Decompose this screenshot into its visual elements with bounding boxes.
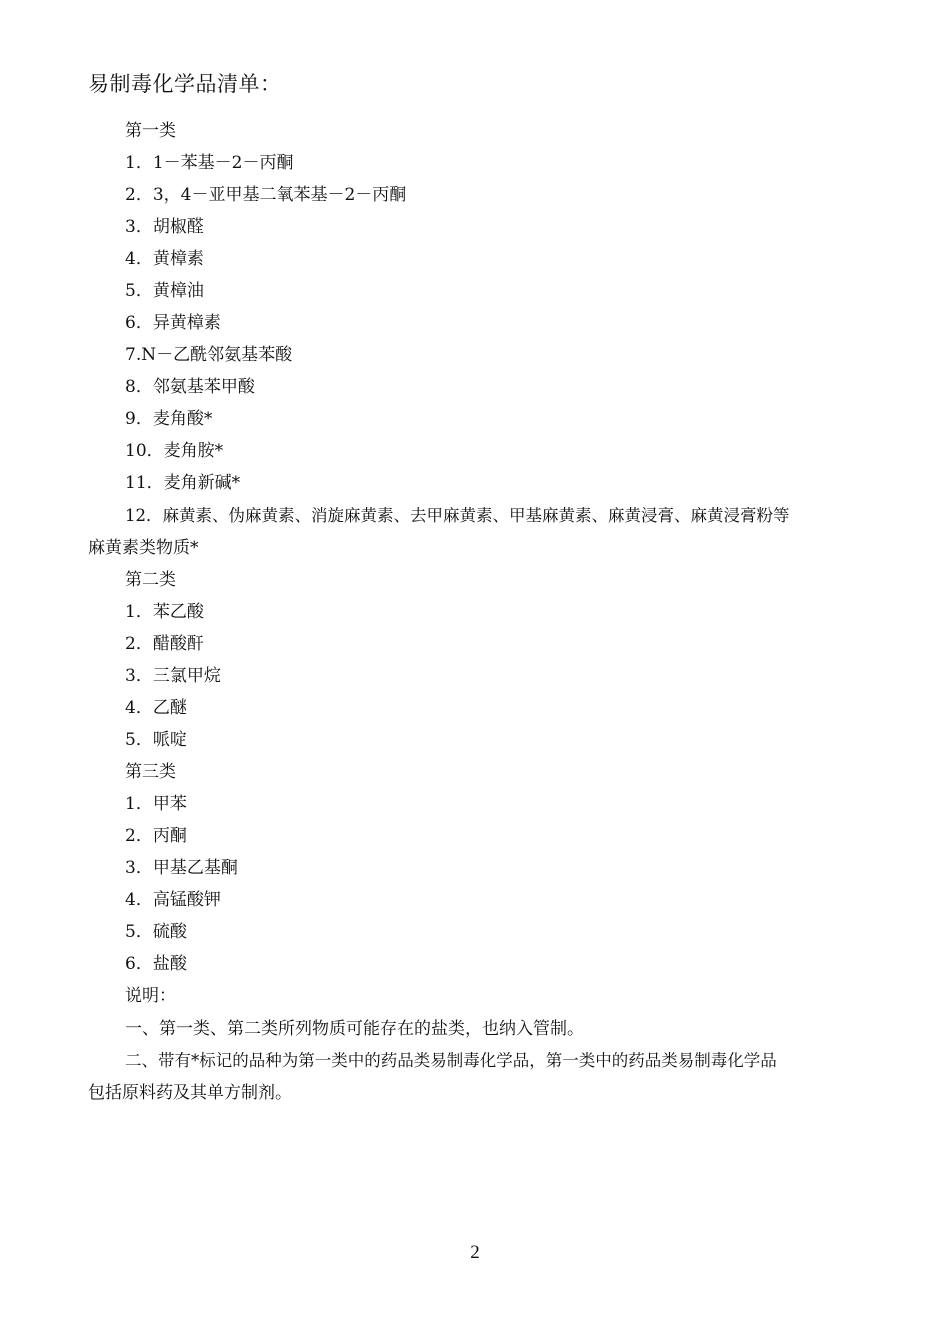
category1-item-9: 9．麦角酸*: [125, 409, 213, 429]
note-2: 二、带有*标记的品种为第一类中的药品类易制毒化学品，第一类中的药品类易制毒化学品: [125, 1051, 777, 1070]
category3-item-4: 4．高锰酸钾: [125, 890, 221, 910]
category1-item-8: 8．邻氨基苯甲酸: [125, 377, 255, 397]
category1-item-10: 10．麦角胺*: [125, 441, 224, 461]
category2-item-4: 4．乙醚: [125, 698, 187, 718]
category3-item-2: 2．丙酮: [125, 826, 187, 846]
page-number: 2: [470, 1242, 480, 1263]
note-1: 一、第一类、第二类所列物质可能存在的盐类，也纳入管制。: [125, 1019, 584, 1039]
category1-item-12: 12．麻黄素、伪麻黄素、消旋麻黄素、去甲麻黄素、甲基麻黄素、麻黄浸膏、麻黄浸膏粉等: [125, 506, 790, 525]
category1-item-3: 3．胡椒醛: [125, 217, 204, 237]
category3-heading: 第三类: [125, 762, 176, 782]
note-2-continuation: 包括原料药及其单方制剂。: [88, 1083, 292, 1103]
notes-heading: 说明：: [125, 986, 176, 1006]
category1-item-4: 4．黄樟素: [125, 249, 204, 269]
category3-item-5: 5．硫酸: [125, 922, 187, 942]
category3-item-6: 6．盐酸: [125, 954, 187, 974]
category2-heading: 第二类: [125, 570, 176, 590]
category2-item-5: 5．哌啶: [125, 730, 187, 750]
page-title: 易制毒化学品清单：: [88, 72, 282, 96]
category2-item-2: 2．醋酸酐: [125, 634, 204, 654]
category3-item-1: 1．甲苯: [125, 794, 187, 814]
category3-item-3: 3．甲基乙基酮: [125, 858, 238, 878]
category1-item-6: 6．异黄樟素: [125, 313, 221, 333]
category2-item-3: 3．三氯甲烷: [125, 666, 221, 686]
category2-item-1: 1．苯乙酸: [125, 602, 204, 622]
category1-item-1: 1．1－苯基－2－丙酮: [125, 153, 294, 173]
category1-item-7: 7.N－乙酰邻氨基苯酸: [125, 345, 293, 365]
category1-heading: 第一类: [125, 121, 176, 141]
category1-item-12-continuation: 麻黄素类物质*: [88, 538, 199, 558]
category1-item-11: 11．麦角新碱*: [125, 473, 241, 493]
category1-item-5: 5．黄樟油: [125, 281, 204, 301]
category1-item-2: 2．3，4－亚甲基二氧苯基－2－丙酮: [125, 185, 407, 205]
